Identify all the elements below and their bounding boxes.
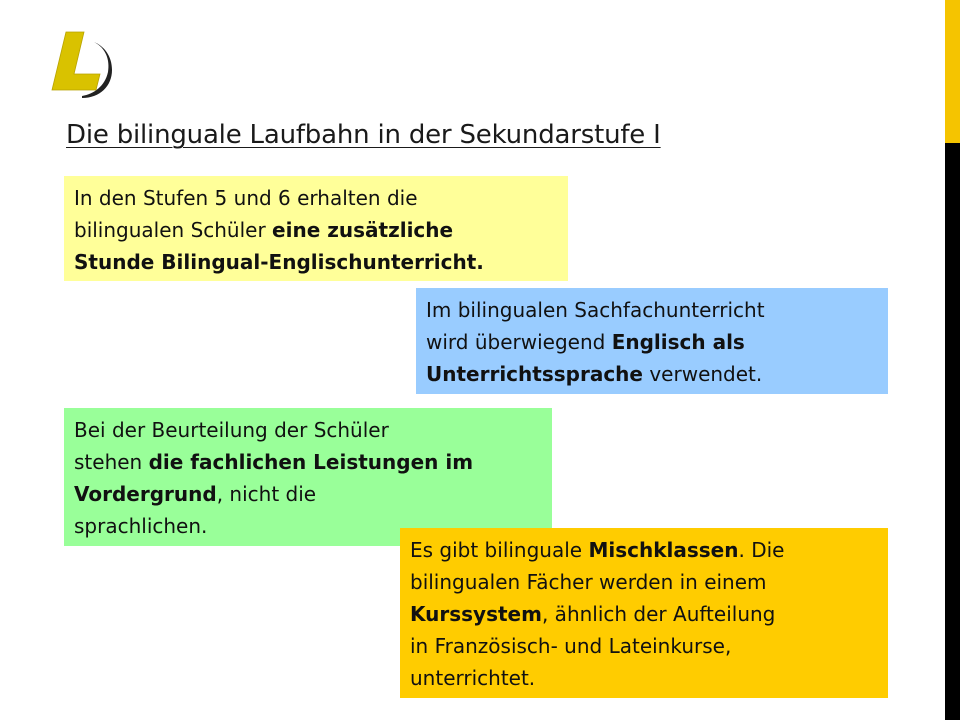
- text-line: [74, 214, 558, 246]
- page-title: Die bilinguale Laufbahn in der Sekundarstufe I: [66, 120, 661, 150]
- info-box-mixed-classes: [400, 528, 888, 698]
- text-line: [74, 246, 558, 278]
- text-line: [74, 478, 542, 510]
- bold-text: Stunde Bilingual-Englischunterricht.: [74, 250, 484, 274]
- text: wird überwiegend: [426, 330, 612, 354]
- bold-text: Englisch als: [611, 330, 745, 354]
- text: , ähnlich der Aufteilung: [541, 602, 776, 626]
- text: sprachlichen.: [74, 514, 208, 538]
- text-line: [74, 446, 542, 478]
- accent-bar-black: [945, 143, 960, 720]
- text-line: [410, 662, 878, 694]
- text: unterrichtet.: [410, 666, 536, 690]
- bold-text: Unterrichtssprache: [426, 362, 643, 386]
- text-line: [74, 182, 558, 214]
- text: . Die: [738, 538, 785, 562]
- text-line: [410, 630, 878, 662]
- text-line: [426, 358, 878, 390]
- text-line: [74, 414, 542, 446]
- text-line: [410, 534, 878, 566]
- bold-text: Mischklassen: [588, 538, 739, 562]
- text-line: [410, 598, 878, 630]
- text: stehen: [74, 450, 149, 474]
- text-line: [410, 566, 878, 598]
- bold-text: die fachlichen Leistungen im: [148, 450, 474, 474]
- bold-text: Vordergrund: [74, 482, 217, 506]
- text: Bei der Beurteilung der Schüler: [74, 418, 389, 442]
- accent-bar-yellow: [945, 0, 960, 143]
- text: In den Stufen 5 und 6 erhalten die: [74, 186, 418, 210]
- info-box-assessment: [64, 408, 552, 546]
- text-line: [426, 294, 878, 326]
- info-box-extra-lesson: [64, 176, 568, 281]
- text: Im bilingualen Sachfachunterricht: [426, 298, 765, 322]
- info-box-teaching-language: [416, 288, 888, 394]
- text: bilingualen Fächer werden in einem: [410, 570, 767, 594]
- text: Es gibt bilinguale: [410, 538, 589, 562]
- text-line: [426, 326, 878, 358]
- bold-text: Kurssystem: [410, 602, 542, 626]
- logo-icon: [48, 28, 118, 104]
- text: verwendet.: [642, 362, 763, 386]
- text: in Französisch- und Lateinkurse,: [410, 634, 732, 658]
- text: bilingualen Schüler: [74, 218, 273, 242]
- bold-text: eine zusätzliche: [272, 218, 454, 242]
- text: , nicht die: [216, 482, 317, 506]
